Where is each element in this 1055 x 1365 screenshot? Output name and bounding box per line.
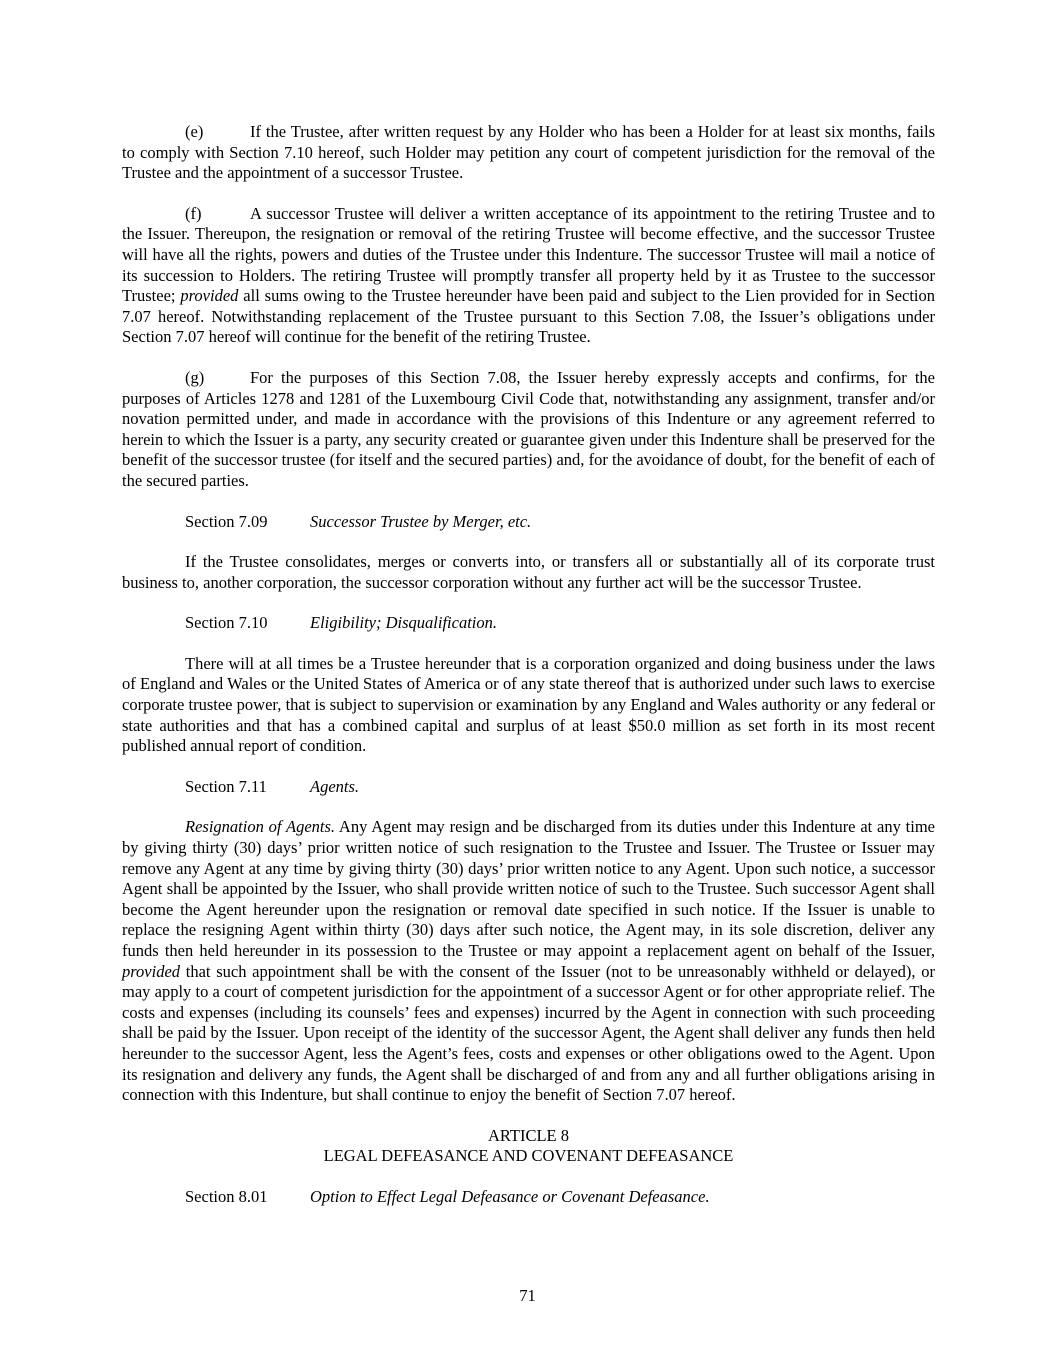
paragraph-f-label: (f) <box>185 203 202 223</box>
paragraph-e-text: If the Trustee, after written request by any Holder who has been a Holder for at least six months, fails to comply with Section 7.10 hereof, such Holder may petition any court of competent jurisdiction for the removal of the Trustee and the appointment of a successor Trustee. <box>122 122 935 183</box>
section-7-09-body: If the Trustee consolidates, merges or converts into, or transfers all or substantially all of its corporate trust business to, another corporation, the successor corporation without any further act will be the successor Trustee. <box>122 552 935 592</box>
paragraph-g <box>122 368 935 492</box>
section-7-10-heading <box>122 613 935 634</box>
section-7-09-number: Section 7.09 <box>185 511 268 531</box>
section-7-10-body: There will at all times be a Trustee hereunder that is a corporation organized and doing business under the laws of England and Wales or the United States of America or of any state thereof that is authorized under such laws to exercise corporate trustee power, that is subject to supervision or examination by any England and Wales authority or any federal or state authorities and that has a combined capital and surplus of at least $50.0 million as set forth in its most recent published annual report of condition. <box>122 653 935 756</box>
paragraph-g-text: For the purposes of this Section 7.08, the Issuer hereby expressly accepts and confirms, for the purposes of Articles 1278 and 1281 of the Luxembourg Civil Code that, notwithstanding any assignment, transfer and/or novation permitted under, and made in accordance with the provisions of this Indenture or any agreement referred to herein to which the Issuer is a party, any security created or guarantee given under this Indenture shall be preserved for the benefit of the successor trustee (for itself and the secured parties) and, for the avoidance of doubt, for the benefit of each of the secured parties. <box>122 367 935 490</box>
paragraph-e <box>122 122 935 184</box>
article-8-heading <box>122 1126 935 1167</box>
section-7-10-number: Section 7.10 <box>185 613 268 633</box>
paragraph-e-label: (e) <box>185 122 204 141</box>
section-7-11-title: Agents. <box>310 776 360 796</box>
section-7-11-heading <box>122 777 935 798</box>
section-7-10-title: Eligibility; Disqualification. <box>310 613 497 633</box>
paragraph-f-provided-italic: provided <box>180 286 239 306</box>
section-7-11-number: Section 7.11 <box>185 776 267 796</box>
paragraph-f-text-1: A successor Trustee will deliver a written acceptance of its appointment to the retiring Trustee and to the Issuer. Thereupon, the resignation or removal of the retiring Trustee will become effective, and the successor Trustee will have all the rights, powers and duties of the Trustee under this Indenture. The successor Trustee will mail a notice of its succession to Holders. The retiring Trustee will promptly transfer all property held by it as Trustee to the successor Trustee; <box>122 203 935 306</box>
document-content <box>122 122 935 1228</box>
article-8-number: ARTICLE 8 <box>487 1125 570 1145</box>
section-7-11-text-2: that such appointment shall be with the consent of the Issuer (not to be unreasonably withheld or delayed), or may apply to a court of competent jurisdiction for the appointment of a successor Agent or for other appropriate relief. The costs and expenses (including its counsels’ fees and expenses) incurred by the Agent in connection with such proceeding shall be paid by the Issuer. Upon receipt of the identity of the successor Agent, the Agent shall deliver any funds then held hereunder to the successor Agent, less the Agent’s fees, costs and expenses or other obligations owed to the Agent. Upon its resignation and delivery any funds, the Agent shall be discharged of and from any and all further obligations arising in connection with this Indenture, but shall continue to enjoy the benefit of Section 7.07 hereof. <box>122 961 935 1105</box>
paragraph-g-label: (g) <box>185 367 205 387</box>
section-7-11-provided-italic: provided <box>122 961 181 981</box>
section-8-01-heading <box>122 1187 935 1208</box>
page-number: 71 <box>519 1286 536 1306</box>
section-7-09-title: Successor Trustee by Merger, etc. <box>310 511 532 531</box>
section-7-11-body <box>122 817 935 1105</box>
resignation-of-agents-italic: Resignation of Agents. <box>185 817 336 837</box>
paragraph-f-text-2: all sums owing to the Trustee hereunder have been paid and subject to the Lien provided for in Section 7.07 hereof. Notwithstanding replacement of the Trustee pursuant to this Section 7.08, the Issuer’s obligations under Section 7.07 hereof will continue for the benefit of the retiring Trustee. <box>122 286 935 347</box>
paragraph-f <box>122 204 935 348</box>
section-7-11-text-1: Any Agent may resign and be discharged from its duties under this Indenture at any time by giving thirty (30) days’ prior written notice of such resignation to the Trustee and Issuer. The Trustee or Issuer may remove any Agent at any time by giving thirty (30) days’ prior written notice to any Agent. Upon such notice, a successor Agent shall be appointed by the Issuer, who shall provide written notice of such to the Trustee. Such successor Agent shall become the Agent hereunder upon the resignation or removal date specified in such notice. If the Issuer is unable to replace the resigning Agent within thirty (30) days after such notice, the Agent may, in its sole discretion, deliver any funds then held hereunder in its possession to the Trustee or may appoint a replacement agent on behalf of the Issuer, <box>122 817 935 960</box>
section-8-01-title: Option to Effect Legal Defeasance or Covenant Defeasance. <box>310 1186 710 1206</box>
article-8-title: LEGAL DEFEASANCE AND COVENANT DEFEASANCE <box>323 1146 734 1166</box>
section-8-01-number: Section 8.01 <box>185 1186 268 1206</box>
section-7-09-heading <box>122 512 935 533</box>
